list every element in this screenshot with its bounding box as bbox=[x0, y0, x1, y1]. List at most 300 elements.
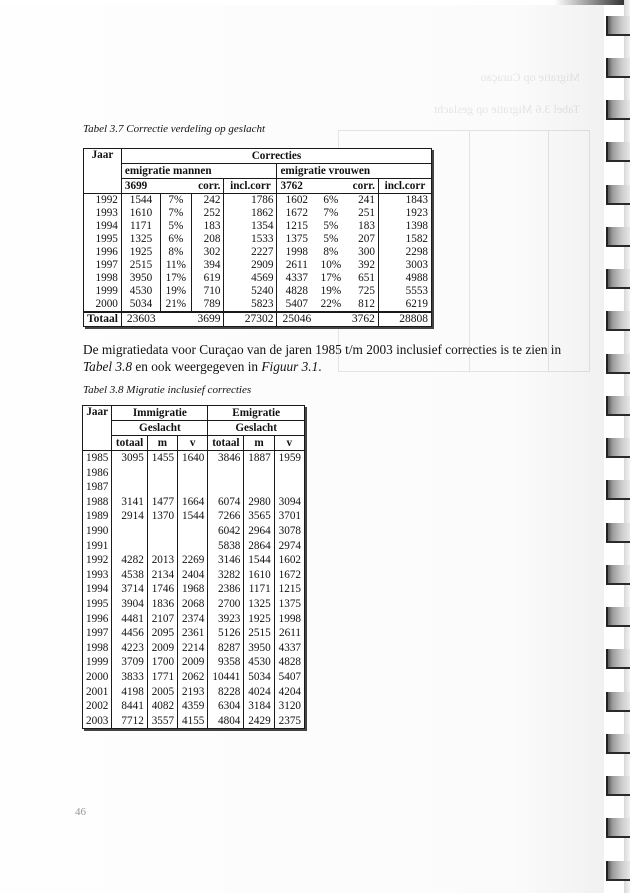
cell-men-corr: 619 bbox=[191, 272, 224, 285]
cell-imm-m: 1836 bbox=[147, 597, 177, 612]
cell-jaar: 2003 bbox=[83, 714, 112, 729]
table-row bbox=[84, 259, 432, 272]
cell-men: 1325 bbox=[121, 233, 160, 246]
ref-figuur-3-1: Figuur 3.1 bbox=[261, 359, 319, 374]
cell-women-pct: 19% bbox=[320, 285, 342, 297]
table-row bbox=[83, 451, 305, 466]
cell-imm-totaal bbox=[112, 539, 147, 554]
cell-emi-m: 2515 bbox=[244, 626, 274, 641]
cell-men: 3950 bbox=[121, 272, 160, 285]
table-row bbox=[83, 582, 305, 597]
binding-ring bbox=[606, 734, 630, 754]
cell-women: 1998 bbox=[277, 246, 316, 259]
cell-imm-m: 2107 bbox=[147, 612, 177, 627]
cell-jaar: 1991 bbox=[83, 539, 112, 554]
table-row bbox=[83, 568, 305, 583]
cell-imm-totaal: 3904 bbox=[112, 597, 147, 612]
cell-emi-v: 1215 bbox=[274, 582, 304, 597]
cell-men: 2515 bbox=[121, 259, 160, 272]
cell-imm-totaal bbox=[112, 466, 147, 481]
table-row bbox=[83, 655, 305, 670]
cell-women: 1672 bbox=[277, 207, 316, 220]
cell-emi-totaal: 4804 bbox=[208, 714, 244, 729]
cell-imm-m: 4082 bbox=[147, 699, 177, 714]
cell-women: 1602 bbox=[277, 194, 316, 208]
cell-women-pct: 17% bbox=[320, 272, 342, 284]
cell-men: 1610 bbox=[121, 207, 160, 220]
cell-women-corr: 812 bbox=[346, 298, 379, 312]
cell-jaar: 1999 bbox=[84, 285, 122, 298]
table-total-row bbox=[84, 312, 432, 327]
cell-emi-m: 3565 bbox=[244, 509, 274, 524]
binding-ring bbox=[606, 16, 630, 36]
cell-men-incl: 4569 bbox=[224, 272, 277, 285]
cell-imm-v: 2009 bbox=[178, 655, 208, 670]
cell-emi-v: 1375 bbox=[274, 597, 304, 612]
cell-women-pct: 7% bbox=[323, 207, 339, 219]
cell-emi-m bbox=[244, 480, 274, 495]
cell-women-corr: 651 bbox=[346, 272, 379, 285]
cell-total-men-pct bbox=[161, 312, 192, 327]
cell-imm-v: 4359 bbox=[178, 699, 208, 714]
cell-imm-v bbox=[178, 524, 208, 539]
table-row bbox=[84, 246, 432, 259]
cell-jaar: 1986 bbox=[83, 466, 112, 481]
cell-women: 1375 bbox=[277, 233, 316, 246]
col-geslacht-emi: Geslacht bbox=[208, 421, 305, 436]
cell-women-corr: 207 bbox=[346, 233, 379, 246]
cell-men-pct: 17% bbox=[161, 272, 192, 285]
cell-women-corr: 183 bbox=[346, 220, 379, 233]
cell-total-men: 23603 bbox=[121, 312, 160, 327]
cell-men-incl: 1786 bbox=[224, 194, 277, 208]
cell-men-corr: 183 bbox=[191, 220, 224, 233]
cell-emi-m: 1610 bbox=[244, 568, 274, 583]
cell-men: 4530 bbox=[121, 285, 160, 298]
cell-men-pct: 21% bbox=[161, 298, 192, 312]
cell-imm-totaal: 2914 bbox=[112, 509, 147, 524]
paragraph-text: en ook weergegeven in bbox=[132, 359, 262, 374]
binding-ring bbox=[606, 861, 630, 881]
cell-emi-v: 3120 bbox=[274, 699, 304, 714]
binding-ring bbox=[606, 142, 630, 162]
cell-imm-m: 1771 bbox=[147, 670, 177, 685]
cell-imm-v: 2214 bbox=[178, 641, 208, 656]
binding-ring bbox=[606, 607, 630, 627]
cell-imm-m: 3557 bbox=[147, 714, 177, 729]
cell-women-pct: 6% bbox=[323, 194, 339, 206]
table-row bbox=[83, 597, 305, 612]
cell-emi-m bbox=[244, 466, 274, 481]
table-migratie-inclusief-correcties bbox=[82, 405, 305, 729]
cell-imm-m: 1700 bbox=[147, 655, 177, 670]
cell-imm-totaal: 4481 bbox=[112, 612, 147, 627]
cell-emi-totaal: 8228 bbox=[208, 685, 244, 700]
cell-emi-v bbox=[274, 466, 304, 481]
cell-imm-v: 1664 bbox=[178, 495, 208, 510]
cell-emi-m: 2964 bbox=[244, 524, 274, 539]
col-group-men: emigratie mannen bbox=[121, 164, 277, 179]
table-row bbox=[84, 233, 432, 246]
cell-emi-totaal: 2386 bbox=[208, 582, 244, 597]
binding-ring bbox=[606, 100, 630, 120]
cell-imm-v bbox=[178, 480, 208, 495]
col-geslacht-imm: Geslacht bbox=[112, 421, 208, 436]
cell-jaar: 1989 bbox=[83, 509, 112, 524]
cell-emi-m: 4024 bbox=[244, 685, 274, 700]
cell-jaar: 1992 bbox=[84, 194, 122, 208]
col-men-incl: incl.corr bbox=[224, 179, 277, 194]
cell-women-corr: 725 bbox=[346, 285, 379, 298]
col-women-base: 3762 bbox=[277, 179, 346, 194]
cell-imm-v: 2068 bbox=[178, 597, 208, 612]
col-m-emi: m bbox=[244, 436, 274, 451]
col-women-incl: incl.corr bbox=[378, 179, 431, 194]
cell-imm-totaal: 4223 bbox=[112, 641, 147, 656]
cell-emi-totaal: 6042 bbox=[208, 524, 244, 539]
table-row bbox=[83, 612, 305, 627]
cell-men-incl: 1862 bbox=[224, 207, 277, 220]
cell-imm-v: 2404 bbox=[178, 568, 208, 583]
cell-emi-totaal: 2700 bbox=[208, 597, 244, 612]
cell-imm-v bbox=[178, 539, 208, 554]
table-row bbox=[83, 509, 305, 524]
cell-women-incl: 1923 bbox=[378, 207, 431, 220]
col-v-imm: v bbox=[178, 436, 208, 451]
cell-men-pct: 8% bbox=[161, 246, 192, 259]
cell-emi-v: 3078 bbox=[274, 524, 304, 539]
cell-emi-m: 4530 bbox=[244, 655, 274, 670]
cell-men-corr: 302 bbox=[191, 246, 224, 259]
cell-imm-m: 2095 bbox=[147, 626, 177, 641]
cell-jaar: 1987 bbox=[83, 480, 112, 495]
cell-imm-totaal bbox=[112, 480, 147, 495]
col-women-corr: corr. bbox=[346, 179, 379, 194]
binding-ring bbox=[606, 523, 630, 543]
cell-jaar: 1995 bbox=[83, 597, 112, 612]
body-paragraph bbox=[83, 341, 561, 375]
cell-men-pct: 7% bbox=[161, 207, 192, 220]
cell-jaar: 1993 bbox=[83, 568, 112, 583]
cell-women: 2611 bbox=[277, 259, 316, 272]
cell-imm-m: 1455 bbox=[147, 451, 177, 466]
cell-women-pct: 22% bbox=[320, 298, 342, 310]
cell-jaar: 1994 bbox=[83, 582, 112, 597]
cell-imm-totaal: 4456 bbox=[112, 626, 147, 641]
cell-imm-v: 2193 bbox=[178, 685, 208, 700]
cell-emi-m: 1544 bbox=[244, 553, 274, 568]
cell-jaar: 2000 bbox=[83, 670, 112, 685]
binding-ring bbox=[606, 185, 630, 205]
table-row bbox=[84, 285, 432, 298]
binding-ring bbox=[606, 269, 630, 289]
cell-men-pct: 11% bbox=[161, 259, 192, 272]
paragraph-line-1: De migratiedata voor Curaçao van de jaren 1985 t/m 2003 inclusief correcties is te zien in bbox=[83, 342, 562, 357]
cell-men-corr: 710 bbox=[191, 285, 224, 298]
cell-total-label: Totaal bbox=[84, 312, 122, 327]
binding-ring bbox=[606, 818, 630, 838]
cell-imm-m bbox=[147, 480, 177, 495]
cell-imm-m: 2134 bbox=[147, 568, 177, 583]
cell-imm-m: 2005 bbox=[147, 685, 177, 700]
cell-men-pct: 7% bbox=[161, 194, 192, 208]
cell-imm-totaal: 3095 bbox=[112, 451, 147, 466]
table-3-7-caption: Tabel 3.7 Correctie verdeling op geslacht bbox=[83, 123, 266, 135]
page-number: 46 bbox=[75, 806, 86, 818]
table-correctie-verdeling bbox=[83, 148, 432, 327]
cell-men-incl: 1533 bbox=[224, 233, 277, 246]
cell-imm-v bbox=[178, 466, 208, 481]
col-group-women: emigratie vrouwen bbox=[277, 164, 432, 179]
cell-imm-totaal: 3141 bbox=[112, 495, 147, 510]
cell-emi-v: 2974 bbox=[274, 539, 304, 554]
cell-emi-totaal: 3923 bbox=[208, 612, 244, 627]
cell-jaar: 1985 bbox=[83, 451, 112, 466]
cell-imm-totaal bbox=[112, 524, 147, 539]
cell-imm-v: 1544 bbox=[178, 509, 208, 524]
cell-imm-totaal: 4282 bbox=[112, 553, 147, 568]
cell-men-incl: 2909 bbox=[224, 259, 277, 272]
col-totaal-imm: totaal bbox=[112, 436, 147, 451]
cell-emi-totaal: 3146 bbox=[208, 553, 244, 568]
cell-jaar: 2001 bbox=[83, 685, 112, 700]
cell-emi-v: 5407 bbox=[274, 670, 304, 685]
table-row bbox=[83, 685, 305, 700]
table-row bbox=[83, 466, 305, 481]
cell-imm-v: 1640 bbox=[178, 451, 208, 466]
paragraph-text: . bbox=[318, 359, 322, 374]
cell-jaar: 1993 bbox=[84, 207, 122, 220]
cell-women-incl: 1843 bbox=[378, 194, 431, 208]
col-men-corr: corr. bbox=[191, 179, 224, 194]
table-row bbox=[84, 298, 432, 312]
cell-men-corr: 242 bbox=[191, 194, 224, 208]
cell-jaar: 1999 bbox=[83, 655, 112, 670]
cell-imm-m bbox=[147, 539, 177, 554]
cell-total-women-pct bbox=[316, 312, 345, 327]
cell-jaar: 1988 bbox=[83, 495, 112, 510]
cell-emi-v: 1998 bbox=[274, 612, 304, 627]
cell-emi-m: 1925 bbox=[244, 612, 274, 627]
table-row bbox=[83, 714, 305, 729]
cell-emi-v: 4828 bbox=[274, 655, 304, 670]
paragraph-line-2 bbox=[83, 358, 561, 375]
binding-ring bbox=[606, 776, 630, 796]
cell-women-incl: 5553 bbox=[378, 285, 431, 298]
cell-emi-totaal: 5838 bbox=[208, 539, 244, 554]
binding-ring bbox=[606, 692, 630, 712]
cell-men-pct: 5% bbox=[161, 220, 192, 233]
cell-women-corr: 251 bbox=[346, 207, 379, 220]
cell-women-incl: 6219 bbox=[378, 298, 431, 312]
table-row bbox=[83, 539, 305, 554]
cell-jaar: 1994 bbox=[84, 220, 122, 233]
cell-emi-m: 1171 bbox=[244, 582, 274, 597]
cell-imm-m bbox=[147, 524, 177, 539]
cell-total-women-corr: 3762 bbox=[346, 312, 379, 327]
scan-top-edge bbox=[0, 0, 630, 5]
cell-imm-v: 4155 bbox=[178, 714, 208, 729]
cell-jaar: 1997 bbox=[83, 626, 112, 641]
cell-emi-totaal: 7266 bbox=[208, 509, 244, 524]
cell-women: 4828 bbox=[277, 285, 316, 298]
col-totaal-emi: totaal bbox=[208, 436, 244, 451]
col-group-correcties: Correcties bbox=[121, 149, 431, 164]
cell-men: 1171 bbox=[121, 220, 160, 233]
cell-women-incl: 1398 bbox=[378, 220, 431, 233]
cell-emi-totaal: 6304 bbox=[208, 699, 244, 714]
cell-women-corr: 241 bbox=[346, 194, 379, 208]
cell-imm-v: 1968 bbox=[178, 582, 208, 597]
cell-men-corr: 394 bbox=[191, 259, 224, 272]
cell-women-pct: 5% bbox=[323, 233, 339, 245]
cell-men-incl: 1354 bbox=[224, 220, 277, 233]
cell-total-men-corr: 3699 bbox=[191, 312, 224, 327]
cell-jaar: 2000 bbox=[84, 298, 122, 312]
cell-women-incl: 3003 bbox=[378, 259, 431, 272]
cell-imm-m: 1370 bbox=[147, 509, 177, 524]
table-3-8-caption: Tabel 3.8 Migratie inclusief correcties bbox=[83, 384, 252, 396]
binding-ring bbox=[606, 227, 630, 247]
cell-emi-m: 3950 bbox=[244, 641, 274, 656]
cell-emi-totaal bbox=[208, 466, 244, 481]
cell-jaar: 1996 bbox=[84, 246, 122, 259]
cell-imm-totaal: 3833 bbox=[112, 670, 147, 685]
col-group-emigratie: Emigratie bbox=[208, 406, 305, 421]
cell-emi-v: 1602 bbox=[274, 553, 304, 568]
table-row bbox=[83, 553, 305, 568]
col-men-base: 3699 bbox=[121, 179, 191, 194]
table-row bbox=[84, 207, 432, 220]
col-group-immigratie: Immigratie bbox=[112, 406, 208, 421]
cell-imm-totaal: 4198 bbox=[112, 685, 147, 700]
binding-ring bbox=[606, 58, 630, 78]
cell-imm-m: 1477 bbox=[147, 495, 177, 510]
cell-women-pct: 5% bbox=[323, 220, 339, 232]
cell-emi-v: 3094 bbox=[274, 495, 304, 510]
cell-emi-totaal: 3846 bbox=[208, 451, 244, 466]
binding-ring bbox=[606, 480, 630, 500]
cell-men: 5034 bbox=[121, 298, 160, 312]
cell-emi-m: 2980 bbox=[244, 495, 274, 510]
cell-women-pct: 8% bbox=[323, 246, 339, 258]
cell-jaar: 1995 bbox=[84, 233, 122, 246]
cell-imm-totaal: 4538 bbox=[112, 568, 147, 583]
cell-imm-m bbox=[147, 466, 177, 481]
cell-imm-m: 1746 bbox=[147, 582, 177, 597]
cell-men-incl: 5823 bbox=[224, 298, 277, 312]
cell-men-incl: 2227 bbox=[224, 246, 277, 259]
cell-emi-totaal: 6074 bbox=[208, 495, 244, 510]
cell-imm-totaal: 8441 bbox=[112, 699, 147, 714]
col-m-imm: m bbox=[147, 436, 177, 451]
cell-emi-v: 2611 bbox=[274, 626, 304, 641]
cell-emi-v: 1672 bbox=[274, 568, 304, 583]
cell-women-incl: 1582 bbox=[378, 233, 431, 246]
col-jaar: Jaar bbox=[83, 406, 112, 451]
cell-emi-totaal: 3282 bbox=[208, 568, 244, 583]
binding-ring bbox=[606, 311, 630, 331]
cell-men-incl: 5240 bbox=[224, 285, 277, 298]
cell-jaar: 1997 bbox=[84, 259, 122, 272]
binding-ring bbox=[606, 438, 630, 458]
cell-emi-m: 3184 bbox=[244, 699, 274, 714]
cell-women: 5407 bbox=[277, 298, 316, 312]
col-v-emi: v bbox=[274, 436, 304, 451]
cell-imm-v: 2269 bbox=[178, 553, 208, 568]
table-row bbox=[83, 641, 305, 656]
cell-women-pct: 10% bbox=[320, 259, 342, 271]
cell-emi-totaal: 8287 bbox=[208, 641, 244, 656]
cell-imm-v: 2361 bbox=[178, 626, 208, 641]
cell-jaar: 1996 bbox=[83, 612, 112, 627]
table-row bbox=[84, 194, 432, 208]
cell-imm-totaal: 7712 bbox=[112, 714, 147, 729]
cell-women: 1215 bbox=[277, 220, 316, 233]
cell-emi-m: 5034 bbox=[244, 670, 274, 685]
cell-jaar: 2002 bbox=[83, 699, 112, 714]
cell-emi-totaal: 9358 bbox=[208, 655, 244, 670]
cell-emi-v: 4337 bbox=[274, 641, 304, 656]
cell-women-incl: 2298 bbox=[378, 246, 431, 259]
cell-women-incl: 4988 bbox=[378, 272, 431, 285]
cell-emi-v: 4204 bbox=[274, 685, 304, 700]
cell-men-corr: 252 bbox=[191, 207, 224, 220]
cell-emi-m: 2429 bbox=[244, 714, 274, 729]
cell-imm-v: 2374 bbox=[178, 612, 208, 627]
cell-men-pct: 19% bbox=[161, 285, 192, 298]
cell-imm-totaal: 3709 bbox=[112, 655, 147, 670]
cell-jaar: 1998 bbox=[83, 641, 112, 656]
cell-men: 1925 bbox=[121, 246, 160, 259]
table-row bbox=[83, 699, 305, 714]
table-row bbox=[84, 220, 432, 233]
cell-emi-v: 2375 bbox=[274, 714, 304, 729]
cell-emi-m: 1325 bbox=[244, 597, 274, 612]
cell-emi-v: 1959 bbox=[274, 451, 304, 466]
cell-emi-totaal bbox=[208, 480, 244, 495]
binding-ring bbox=[606, 354, 630, 374]
table-row bbox=[83, 524, 305, 539]
cell-total-women-incl: 28808 bbox=[378, 312, 431, 327]
cell-women-corr: 392 bbox=[346, 259, 379, 272]
cell-emi-m: 2864 bbox=[244, 539, 274, 554]
cell-women-corr: 300 bbox=[346, 246, 379, 259]
table-row bbox=[84, 272, 432, 285]
table-row bbox=[83, 495, 305, 510]
cell-imm-v: 2062 bbox=[178, 670, 208, 685]
cell-men: 1544 bbox=[121, 194, 160, 208]
cell-jaar: 1992 bbox=[83, 553, 112, 568]
table-row bbox=[83, 626, 305, 641]
cell-emi-v: 3701 bbox=[274, 509, 304, 524]
cell-emi-v bbox=[274, 480, 304, 495]
cell-imm-m: 2013 bbox=[147, 553, 177, 568]
binding-ring bbox=[606, 565, 630, 585]
cell-men-corr: 208 bbox=[191, 233, 224, 246]
cell-total-women: 25046 bbox=[277, 312, 316, 327]
cell-total-men-incl: 27302 bbox=[224, 312, 277, 327]
cell-emi-m: 1887 bbox=[244, 451, 274, 466]
cell-women: 4337 bbox=[277, 272, 316, 285]
cell-imm-totaal: 3714 bbox=[112, 582, 147, 597]
col-jaar: Jaar bbox=[84, 149, 122, 194]
cell-men-pct: 6% bbox=[161, 233, 192, 246]
cell-emi-totaal: 10441 bbox=[208, 670, 244, 685]
binding-ring bbox=[606, 649, 630, 669]
binding-ring bbox=[606, 396, 630, 416]
cell-jaar: 1990 bbox=[83, 524, 112, 539]
